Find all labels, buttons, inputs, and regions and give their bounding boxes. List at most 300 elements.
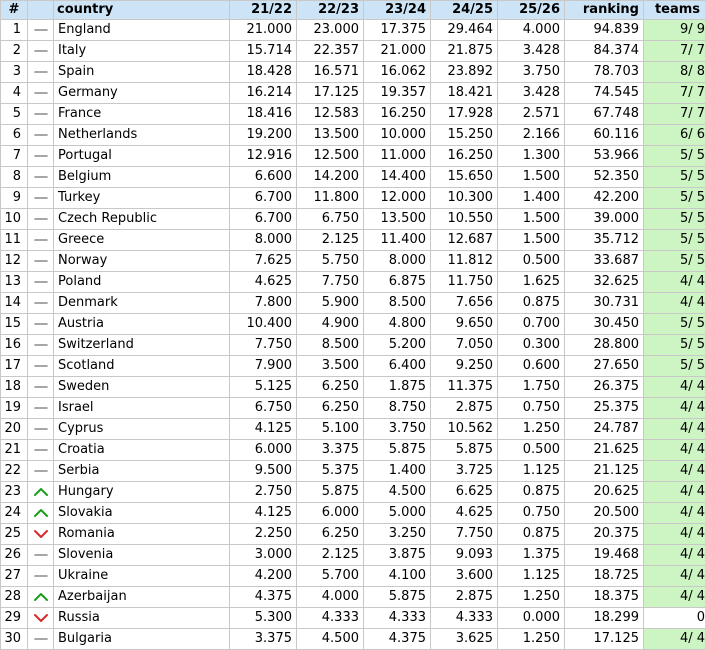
season-2122-cell: 4.375 (230, 587, 297, 608)
teams-cell: 7/ 7 (644, 104, 705, 125)
season-2526-cell: 1.625 (498, 272, 565, 293)
teams-cell: 4/ 4 (644, 440, 705, 461)
country-cell: Greece (54, 230, 230, 251)
header-season-2223[interactable]: 22/23 (297, 1, 364, 20)
rank-cell: 10 (1, 209, 28, 230)
teams-cell: 4/ 4 (644, 503, 705, 524)
season-2324-cell: 3.750 (364, 419, 431, 440)
season-2526-cell: 0.500 (498, 440, 565, 461)
season-2223-cell: 5.375 (297, 461, 364, 482)
trend-same-icon (28, 146, 54, 167)
ranking-cell: 33.687 (565, 251, 644, 272)
season-2223-cell: 3.500 (297, 356, 364, 377)
country-cell: Russia (54, 608, 230, 629)
trend-same-icon (28, 20, 54, 41)
header-rank[interactable]: # (1, 1, 28, 20)
table-row[interactable] (1, 587, 705, 608)
season-2425-cell: 2.875 (431, 398, 498, 419)
teams-cell: 4/ 4 (644, 587, 705, 608)
ranking-cell: 20.625 (565, 482, 644, 503)
rank-cell: 25 (1, 524, 28, 545)
teams-cell: 4/ 4 (644, 545, 705, 566)
header-season-2425[interactable]: 24/25 (431, 1, 498, 20)
country-cell: Belgium (54, 167, 230, 188)
country-cell: Spain (54, 62, 230, 83)
season-2425-cell: 9.250 (431, 356, 498, 377)
trend-same-icon (28, 629, 54, 650)
season-2526-cell: 0.700 (498, 314, 565, 335)
country-cell: England (54, 20, 230, 41)
season-2526-cell: 1.500 (498, 230, 565, 251)
country-cell: Azerbaijan (54, 587, 230, 608)
season-2223-cell: 14.200 (297, 167, 364, 188)
rank-cell: 16 (1, 335, 28, 356)
season-2223-cell: 4.500 (297, 629, 364, 650)
season-2324-cell: 5.200 (364, 335, 431, 356)
trend-same-icon (28, 272, 54, 293)
season-2526-cell: 1.125 (498, 461, 565, 482)
country-cell: Poland (54, 272, 230, 293)
trend-same-icon (28, 83, 54, 104)
ranking-cell: 60.116 (565, 125, 644, 146)
ranking-cell: 52.350 (565, 167, 644, 188)
season-2223-cell: 2.125 (297, 545, 364, 566)
trend-up-icon (28, 503, 54, 524)
header-teams[interactable]: teams (644, 1, 705, 20)
country-cell: Slovakia (54, 503, 230, 524)
teams-cell: 4/ 4 (644, 524, 705, 545)
table-row[interactable] (1, 230, 705, 251)
ranking-cell: 32.625 (565, 272, 644, 293)
teams-cell: 5/ 5 (644, 188, 705, 209)
season-2526-cell: 1.300 (498, 146, 565, 167)
season-2526-cell: 1.250 (498, 419, 565, 440)
season-2526-cell: 1.125 (498, 566, 565, 587)
rank-cell: 7 (1, 146, 28, 167)
season-2324-cell: 8.500 (364, 293, 431, 314)
season-2122-cell: 5.125 (230, 377, 297, 398)
season-2122-cell: 3.375 (230, 629, 297, 650)
rank-cell: 21 (1, 440, 28, 461)
rank-cell: 22 (1, 461, 28, 482)
season-2425-cell: 3.600 (431, 566, 498, 587)
season-2324-cell: 6.875 (364, 272, 431, 293)
rank-cell: 5 (1, 104, 28, 125)
season-2324-cell: 11.000 (364, 146, 431, 167)
country-cell: Italy (54, 41, 230, 62)
season-2324-cell: 3.250 (364, 524, 431, 545)
season-2122-cell: 7.750 (230, 335, 297, 356)
rank-cell: 3 (1, 62, 28, 83)
season-2223-cell: 5.700 (297, 566, 364, 587)
teams-cell: 5/ 5 (644, 356, 705, 377)
rank-cell: 4 (1, 83, 28, 104)
season-2425-cell: 2.875 (431, 587, 498, 608)
season-2526-cell: 0.600 (498, 356, 565, 377)
table-row[interactable] (1, 545, 705, 566)
header-season-2324[interactable]: 23/24 (364, 1, 431, 20)
table-row[interactable] (1, 272, 705, 293)
season-2122-cell: 4.625 (230, 272, 297, 293)
country-cell: Romania (54, 524, 230, 545)
season-2324-cell: 1.875 (364, 377, 431, 398)
ranking-cell: 78.703 (565, 62, 644, 83)
country-cell: Sweden (54, 377, 230, 398)
ranking-cell: 20.375 (565, 524, 644, 545)
season-2223-cell: 4.000 (297, 587, 364, 608)
season-2223-cell: 6.250 (297, 398, 364, 419)
country-cell: Norway (54, 251, 230, 272)
season-2324-cell: 5.000 (364, 503, 431, 524)
season-2324-cell: 4.375 (364, 629, 431, 650)
season-2122-cell: 8.000 (230, 230, 297, 251)
teams-cell: 4/ 4 (644, 398, 705, 419)
rank-cell: 14 (1, 293, 28, 314)
rank-cell: 30 (1, 629, 28, 650)
table-row[interactable] (1, 503, 705, 524)
season-2324-cell: 19.357 (364, 83, 431, 104)
ranking-cell: 27.650 (565, 356, 644, 377)
ranking-cell: 42.200 (565, 188, 644, 209)
season-2425-cell: 5.875 (431, 440, 498, 461)
header-season-2526[interactable]: 25/26 (498, 1, 565, 20)
season-2324-cell: 11.400 (364, 230, 431, 251)
season-2526-cell: 1.250 (498, 629, 565, 650)
table-row[interactable] (1, 167, 705, 188)
season-2324-cell: 13.500 (364, 209, 431, 230)
season-2425-cell: 29.464 (431, 20, 498, 41)
table-row[interactable] (1, 62, 705, 83)
season-2223-cell: 23.000 (297, 20, 364, 41)
season-2223-cell: 6.000 (297, 503, 364, 524)
teams-cell: 5/ 5 (644, 314, 705, 335)
season-2425-cell: 6.625 (431, 482, 498, 503)
header-season-2122[interactable]: 21/22 (230, 1, 297, 20)
season-2324-cell: 4.800 (364, 314, 431, 335)
season-2122-cell: 7.900 (230, 356, 297, 377)
season-2526-cell: 0.000 (498, 608, 565, 629)
rank-cell: 28 (1, 587, 28, 608)
season-2425-cell: 9.650 (431, 314, 498, 335)
rank-cell: 8 (1, 167, 28, 188)
rank-cell: 9 (1, 188, 28, 209)
season-2526-cell: 1.375 (498, 545, 565, 566)
table-row[interactable] (1, 608, 705, 629)
season-2425-cell: 15.650 (431, 167, 498, 188)
country-cell: Bulgaria (54, 629, 230, 650)
season-2425-cell: 16.250 (431, 146, 498, 167)
table-row[interactable] (1, 566, 705, 587)
country-cell: France (54, 104, 230, 125)
teams-cell: 0 (644, 608, 705, 629)
teams-cell: 9/ 9 (644, 20, 705, 41)
season-2324-cell: 8.000 (364, 251, 431, 272)
table-row[interactable] (1, 377, 705, 398)
ranking-cell: 21.625 (565, 440, 644, 461)
trend-down-icon (28, 524, 54, 545)
trend-same-icon (28, 335, 54, 356)
ranking-cell: 18.299 (565, 608, 644, 629)
rank-cell: 24 (1, 503, 28, 524)
table-row[interactable] (1, 461, 705, 482)
season-2425-cell: 11.375 (431, 377, 498, 398)
trend-same-icon (28, 62, 54, 83)
country-cell: Turkey (54, 188, 230, 209)
teams-cell: 7/ 7 (644, 41, 705, 62)
teams-cell: 7/ 7 (644, 83, 705, 104)
country-cell: Czech Republic (54, 209, 230, 230)
season-2223-cell: 17.125 (297, 83, 364, 104)
teams-cell: 5/ 5 (644, 209, 705, 230)
ranking-cell: 21.125 (565, 461, 644, 482)
rank-cell: 26 (1, 545, 28, 566)
season-2223-cell: 22.357 (297, 41, 364, 62)
teams-cell: 4/ 4 (644, 461, 705, 482)
teams-cell: 5/ 5 (644, 335, 705, 356)
table-row[interactable] (1, 419, 705, 440)
table-row[interactable] (1, 209, 705, 230)
season-2425-cell: 11.812 (431, 251, 498, 272)
season-2425-cell: 10.550 (431, 209, 498, 230)
header-row (1, 1, 705, 20)
season-2425-cell: 3.625 (431, 629, 498, 650)
season-2425-cell: 17.928 (431, 104, 498, 125)
rank-cell: 12 (1, 251, 28, 272)
table-body (1, 20, 705, 650)
ranking-cell: 53.966 (565, 146, 644, 167)
season-2223-cell: 5.750 (297, 251, 364, 272)
rank-cell: 13 (1, 272, 28, 293)
season-2526-cell: 3.428 (498, 41, 565, 62)
teams-cell: 4/ 4 (644, 377, 705, 398)
table-row[interactable] (1, 356, 705, 377)
season-2425-cell: 3.725 (431, 461, 498, 482)
season-2324-cell: 12.000 (364, 188, 431, 209)
season-2122-cell: 5.300 (230, 608, 297, 629)
season-2425-cell: 10.300 (431, 188, 498, 209)
season-2223-cell: 12.500 (297, 146, 364, 167)
ranking-cell: 25.375 (565, 398, 644, 419)
season-2223-cell: 13.500 (297, 125, 364, 146)
season-2223-cell: 6.250 (297, 524, 364, 545)
ranking-cell: 17.125 (565, 629, 644, 650)
rank-cell: 23 (1, 482, 28, 503)
season-2425-cell: 15.250 (431, 125, 498, 146)
table-row[interactable] (1, 146, 705, 167)
header-ranking[interactable]: ranking (565, 1, 644, 20)
table-row[interactable] (1, 335, 705, 356)
season-2425-cell: 9.093 (431, 545, 498, 566)
season-2324-cell: 21.000 (364, 41, 431, 62)
season-2526-cell: 2.571 (498, 104, 565, 125)
header-country[interactable]: country (54, 1, 230, 20)
season-2122-cell: 15.714 (230, 41, 297, 62)
table-row[interactable] (1, 398, 705, 419)
season-2324-cell: 5.875 (364, 440, 431, 461)
season-2526-cell: 1.750 (498, 377, 565, 398)
trend-same-icon (28, 356, 54, 377)
ranking-cell: 30.450 (565, 314, 644, 335)
teams-cell: 4/ 4 (644, 482, 705, 503)
table-row[interactable] (1, 188, 705, 209)
table-row[interactable] (1, 83, 705, 104)
season-2223-cell: 3.375 (297, 440, 364, 461)
ranking-cell: 94.839 (565, 20, 644, 41)
season-2324-cell: 17.375 (364, 20, 431, 41)
season-2425-cell: 4.333 (431, 608, 498, 629)
rank-cell: 27 (1, 566, 28, 587)
table-row[interactable] (1, 440, 705, 461)
trend-same-icon (28, 566, 54, 587)
rank-cell: 18 (1, 377, 28, 398)
trend-same-icon (28, 419, 54, 440)
season-2122-cell: 18.428 (230, 62, 297, 83)
season-2324-cell: 4.333 (364, 608, 431, 629)
season-2122-cell: 9.500 (230, 461, 297, 482)
rank-cell: 19 (1, 398, 28, 419)
season-2223-cell: 8.500 (297, 335, 364, 356)
ranking-cell: 74.545 (565, 83, 644, 104)
season-2526-cell: 1.400 (498, 188, 565, 209)
country-cell: Switzerland (54, 335, 230, 356)
table-row[interactable] (1, 104, 705, 125)
season-2122-cell: 21.000 (230, 20, 297, 41)
trend-same-icon (28, 41, 54, 62)
season-2122-cell: 7.800 (230, 293, 297, 314)
season-2324-cell: 16.062 (364, 62, 431, 83)
teams-cell: 4/ 4 (644, 293, 705, 314)
country-cell: Germany (54, 83, 230, 104)
ranking-cell: 26.375 (565, 377, 644, 398)
trend-up-icon (28, 482, 54, 503)
trend-same-icon (28, 377, 54, 398)
season-2324-cell: 4.500 (364, 482, 431, 503)
season-2526-cell: 1.500 (498, 167, 565, 188)
season-2324-cell: 8.750 (364, 398, 431, 419)
country-cell: Hungary (54, 482, 230, 503)
table-row[interactable] (1, 293, 705, 314)
table-row[interactable] (1, 125, 705, 146)
season-2122-cell: 6.700 (230, 188, 297, 209)
season-2425-cell: 7.656 (431, 293, 498, 314)
season-2425-cell: 21.875 (431, 41, 498, 62)
season-2526-cell: 3.428 (498, 83, 565, 104)
table-row[interactable] (1, 314, 705, 335)
season-2324-cell: 6.400 (364, 356, 431, 377)
trend-same-icon (28, 188, 54, 209)
season-2122-cell: 4.125 (230, 503, 297, 524)
season-2223-cell: 5.900 (297, 293, 364, 314)
trend-up-icon (28, 587, 54, 608)
season-2425-cell: 18.421 (431, 83, 498, 104)
season-2526-cell: 0.500 (498, 251, 565, 272)
season-2526-cell: 0.875 (498, 293, 565, 314)
season-2526-cell: 3.750 (498, 62, 565, 83)
table-row[interactable] (1, 251, 705, 272)
ranking-cell: 30.731 (565, 293, 644, 314)
teams-cell: 6/ 6 (644, 125, 705, 146)
trend-same-icon (28, 230, 54, 251)
rank-cell: 29 (1, 608, 28, 629)
trend-same-icon (28, 440, 54, 461)
season-2122-cell: 4.200 (230, 566, 297, 587)
trend-same-icon (28, 125, 54, 146)
teams-cell: 4/ 4 (644, 629, 705, 650)
trend-same-icon (28, 545, 54, 566)
table-row[interactable] (1, 629, 705, 650)
trend-down-icon (28, 608, 54, 629)
season-2122-cell: 12.916 (230, 146, 297, 167)
season-2223-cell: 6.250 (297, 377, 364, 398)
season-2122-cell: 19.200 (230, 125, 297, 146)
season-2324-cell: 4.100 (364, 566, 431, 587)
country-cell: Netherlands (54, 125, 230, 146)
country-cell: Serbia (54, 461, 230, 482)
rank-cell: 1 (1, 20, 28, 41)
trend-same-icon (28, 314, 54, 335)
teams-cell: 4/ 4 (644, 272, 705, 293)
season-2425-cell: 7.050 (431, 335, 498, 356)
table-row[interactable] (1, 20, 705, 41)
teams-cell: 8/ 8 (644, 62, 705, 83)
country-cell: Israel (54, 398, 230, 419)
table-row[interactable] (1, 524, 705, 545)
ranking-cell: 84.374 (565, 41, 644, 62)
season-2425-cell: 12.687 (431, 230, 498, 251)
country-cell: Portugal (54, 146, 230, 167)
season-2425-cell: 7.750 (431, 524, 498, 545)
rank-cell: 11 (1, 230, 28, 251)
ranking-cell: 20.500 (565, 503, 644, 524)
country-cell: Denmark (54, 293, 230, 314)
season-2526-cell: 4.000 (498, 20, 565, 41)
ranking-cell: 19.468 (565, 545, 644, 566)
header-trend (28, 1, 54, 20)
table-row[interactable] (1, 482, 705, 503)
season-2223-cell: 2.125 (297, 230, 364, 251)
country-cell: Scotland (54, 356, 230, 377)
teams-cell: 5/ 5 (644, 167, 705, 188)
season-2425-cell: 4.625 (431, 503, 498, 524)
season-2122-cell: 3.000 (230, 545, 297, 566)
trend-same-icon (28, 293, 54, 314)
season-2223-cell: 16.571 (297, 62, 364, 83)
trend-same-icon (28, 167, 54, 188)
season-2223-cell: 5.100 (297, 419, 364, 440)
ranking-cell: 18.725 (565, 566, 644, 587)
season-2122-cell: 6.700 (230, 209, 297, 230)
season-2526-cell: 1.250 (498, 587, 565, 608)
table-row[interactable] (1, 41, 705, 62)
season-2223-cell: 7.750 (297, 272, 364, 293)
trend-same-icon (28, 104, 54, 125)
season-2324-cell: 5.875 (364, 587, 431, 608)
season-2526-cell: 0.875 (498, 482, 565, 503)
teams-cell: 5/ 5 (644, 230, 705, 251)
season-2425-cell: 10.562 (431, 419, 498, 440)
ranking-cell: 24.787 (565, 419, 644, 440)
season-2122-cell: 18.416 (230, 104, 297, 125)
country-cell: Austria (54, 314, 230, 335)
season-2223-cell: 4.333 (297, 608, 364, 629)
season-2526-cell: 0.300 (498, 335, 565, 356)
season-2122-cell: 6.000 (230, 440, 297, 461)
ranking-cell: 18.375 (565, 587, 644, 608)
season-2526-cell: 2.166 (498, 125, 565, 146)
rank-cell: 20 (1, 419, 28, 440)
rank-cell: 17 (1, 356, 28, 377)
ranking-cell: 39.000 (565, 209, 644, 230)
